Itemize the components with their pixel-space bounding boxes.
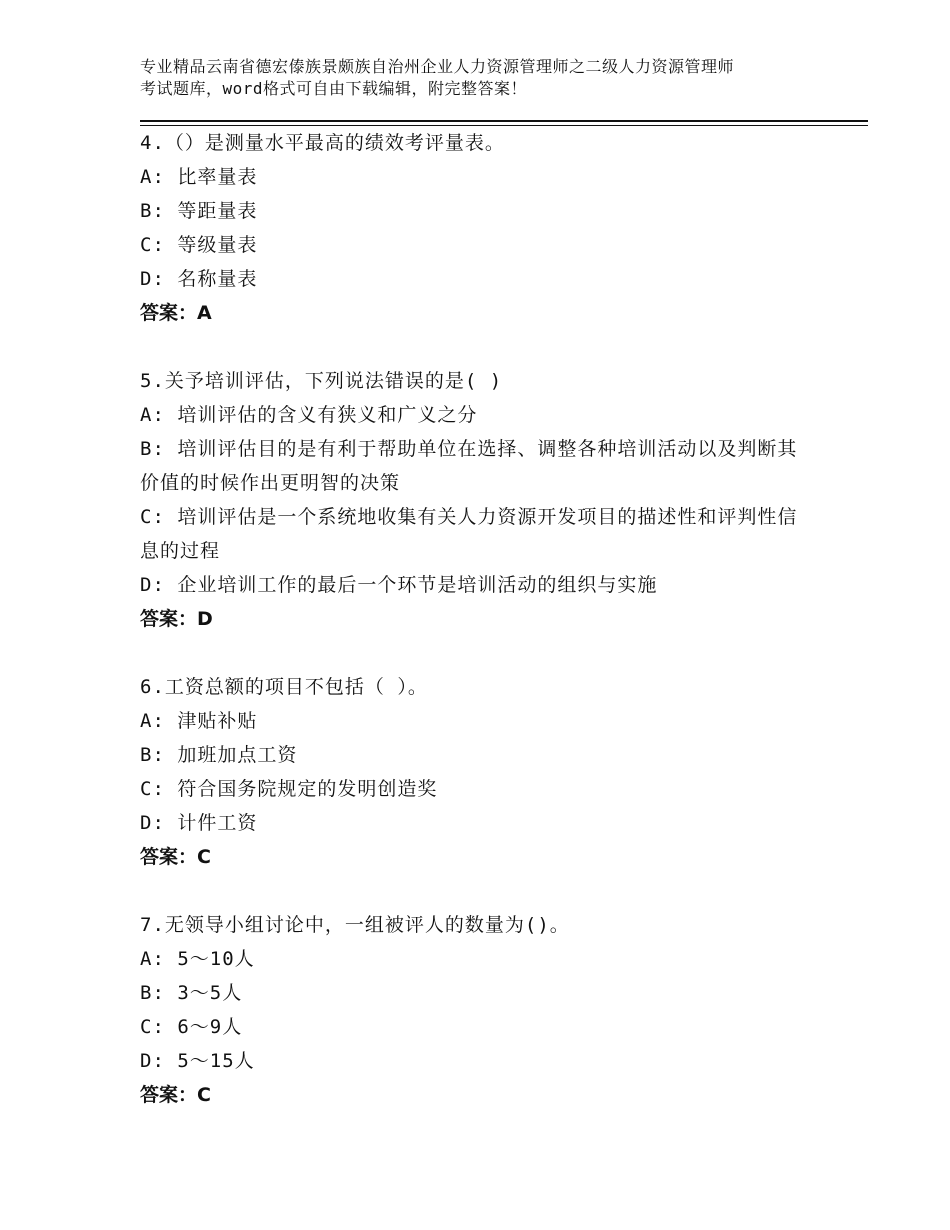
question-stem: 7.无领导小组讨论中，一组被评人的数量为()。 <box>140 914 570 936</box>
answer: 答案：D <box>140 608 213 630</box>
question-stem: 6.工资总额的项目不包括（ ）。 <box>140 676 428 698</box>
option-d: D: 企业培训工作的最后一个环节是培训活动的组织与实施 <box>140 574 658 596</box>
question-4 <box>140 126 840 330</box>
option-c: C: 6～9人 <box>140 1016 243 1038</box>
option-b: B: 加班加点工资 <box>140 744 298 766</box>
option-a: A: 津贴补贴 <box>140 710 258 732</box>
option-d: D: 计件工资 <box>140 812 258 834</box>
question-stem: 4.（）是测量水平最高的绩效考评量表。 <box>140 132 505 154</box>
option-c: C: 符合国务院规定的发明创造奖 <box>140 778 438 800</box>
question-5 <box>140 364 840 636</box>
question-stem: 5.关予培训评估，下列说法错误的是( ) <box>140 370 503 392</box>
document-header <box>140 56 830 100</box>
option-a: A: 比率量表 <box>140 166 258 188</box>
option-b: B: 3～5人 <box>140 982 243 1004</box>
option-d: D: 名称量表 <box>140 268 258 290</box>
option-b: B: 等距量表 <box>140 200 258 222</box>
option-a: A: 5～10人 <box>140 948 255 970</box>
option-a: A: 培训评估的含义有狭义和广义之分 <box>140 404 478 426</box>
header-line-2: 考试题库，word格式可自由下载编辑，附完整答案！ <box>140 79 528 98</box>
header-rule-thick <box>140 120 868 122</box>
option-d: D: 5～15人 <box>140 1050 255 1072</box>
answer: 答案：A <box>140 302 212 324</box>
question-6 <box>140 670 840 874</box>
answer: 答案：C <box>140 846 211 868</box>
header-line-1: 专业精品云南省德宏傣族景颇族自治州企业人力资源管理师之二级人力资源管理师 <box>140 57 735 76</box>
answer: 答案：C <box>140 1084 211 1106</box>
option-b: B: 培训评估目的是有利于帮助单位在选择、调整各种培训活动以及判断其价值的时候作出更明智的决策 <box>140 438 798 494</box>
option-c: C: 等级量表 <box>140 234 258 256</box>
question-7 <box>140 908 840 1112</box>
question-list <box>140 126 840 1146</box>
option-c: C: 培训评估是一个系统地收集有关人力资源开发项目的描述性和评判性信息的过程 <box>140 506 798 562</box>
